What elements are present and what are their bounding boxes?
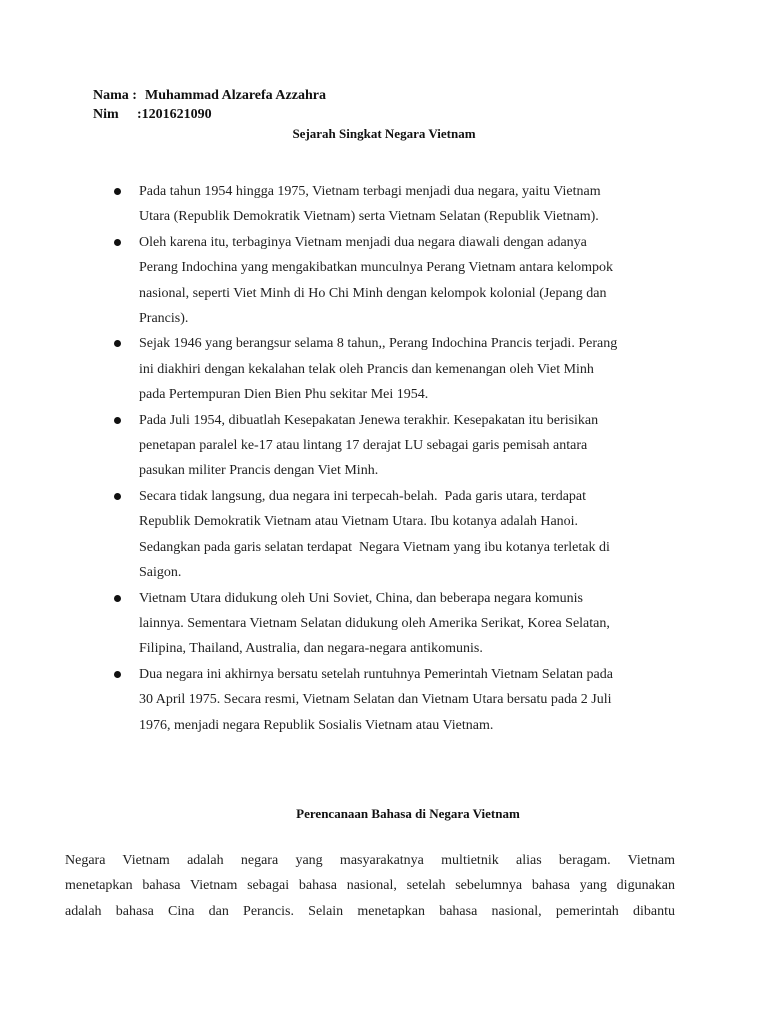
bullet-item	[105, 408, 685, 484]
bullet-text-line: Pada tahun 1954 hingga 1975, Vietnam terbagi menjadi dua negara, yaitu Vietnam	[139, 184, 601, 199]
nim-label: Nim	[93, 107, 119, 122]
bullet-dot-icon	[114, 239, 121, 246]
history-bullet-list	[105, 179, 685, 738]
bullet-text-line: Perang Indochina yang mengakibatkan munculnya Perang Vietnam antara kelompok	[139, 260, 613, 276]
bullet-text-line: Sejak 1946 yang berangsur selama 8 tahun,, Perang Indochina Prancis terjadi. Perang	[139, 336, 618, 352]
bullet-text-line: Filipina, Thailand, Australia, dan negara-negara antikomunis.	[139, 641, 483, 657]
bullet-dot-icon	[114, 340, 121, 347]
bullet-item	[105, 484, 685, 586]
bullet-item	[105, 179, 685, 230]
bullet-text-line: Vietnam Utara didukung oleh Uni Soviet, China, dan beberapa negara komunis	[139, 590, 583, 606]
student-name-line	[93, 87, 326, 105]
bullet-dot-icon	[114, 671, 121, 678]
bullet-item	[105, 662, 685, 738]
bullet-text-line: Prancis).	[139, 311, 189, 327]
bullet-dot-icon	[114, 595, 121, 602]
bullet-item	[105, 331, 685, 407]
bullet-text-line: lainnya. Sementara Vietnam Selatan didukung oleh Amerika Serikat, Korea Selatan,	[139, 615, 610, 631]
bullet-item	[105, 230, 685, 332]
bullet-text-line: Oleh karena itu, terbaginya Vietnam menjadi dua negara diawali dengan adanya	[139, 234, 587, 250]
section-paragraph	[65, 848, 675, 924]
bullet-text-line: pasukan militer Prancis dengan Viet Minh.	[139, 463, 379, 479]
section-title: Perencanaan Bahasa di Negara Vietnam	[296, 806, 520, 821]
bullet-dot-icon	[114, 493, 121, 500]
paragraph-line: menetapkan bahasa Vietnam sebagai bahasa nasional, setelah sebelumnya bahasa yang digunakan	[65, 878, 675, 894]
bullet-dot-icon	[114, 188, 121, 195]
name-label: Nama :	[93, 88, 137, 103]
paragraph-line: Negara Vietnam adalah negara yang masyarakatnya multietnik alias beragam. Vietnam	[65, 853, 675, 868]
bullet-text-line: Sedangkan pada garis selatan terdapat Negara Vietnam yang ibu kotanya terletak di	[139, 539, 610, 555]
paragraph-line: adalah bahasa Cina dan Perancis. Selain menetapkan bahasa nasional, pemerintah dibantu	[65, 903, 675, 919]
bullet-text-line: Utara (Republik Demokratik Vietnam) serta Vietnam Selatan (Republik Vietnam).	[139, 209, 599, 225]
bullet-text-line: 30 April 1975. Secara resmi, Vietnam Selatan dan Vietnam Utara bersatu pada 2 Juli	[139, 692, 612, 708]
bullet-text-line: Pada Juli 1954, dibuatlah Kesepakatan Jenewa terakhir. Kesepakatan itu berisikan	[139, 412, 599, 428]
bullet-text-line: 1976, menjadi negara Republik Sosialis Vietnam atau Vietnam.	[139, 717, 494, 733]
bullet-text-line: Dua negara ini akhirnya bersatu setelah runtuhnya Pemerintah Vietnam Selatan pada	[139, 666, 613, 682]
bullet-text-line: Republik Demokratik Vietnam atau Vietnam Utara. Ibu kotanya adalah Hanoi.	[139, 514, 579, 530]
bullet-item	[105, 586, 685, 662]
bullet-dot-icon	[114, 417, 121, 424]
name-value: Muhammad Alzarefa Azzahra	[145, 88, 326, 103]
student-nim-line	[93, 106, 212, 124]
nim-value: :1201621090	[137, 107, 212, 122]
bullet-text-line: ini diakhiri dengan kekalahan telak oleh Prancis dan kemenangan oleh Viet Minh	[139, 361, 594, 377]
document-title: Sejarah Singkat Negara Vietnam	[292, 126, 476, 141]
bullet-text-line: pada Pertempuran Dien Bien Phu sekitar Mei 1954.	[139, 387, 429, 403]
bullet-text-line: penetapan paralel ke-17 atau lintang 17 derajat LU sebagai garis pemisah antara	[139, 438, 588, 454]
bullet-text-line: Saigon.	[139, 565, 182, 581]
bullet-text-line: Secara tidak langsung, dua negara ini terpecah-belah. Pada garis utara, terdapat	[139, 488, 587, 504]
bullet-text-line: nasional, seperti Viet Minh di Ho Chi Minh dengan kelompok kolonial (Jepang dan	[139, 285, 607, 301]
